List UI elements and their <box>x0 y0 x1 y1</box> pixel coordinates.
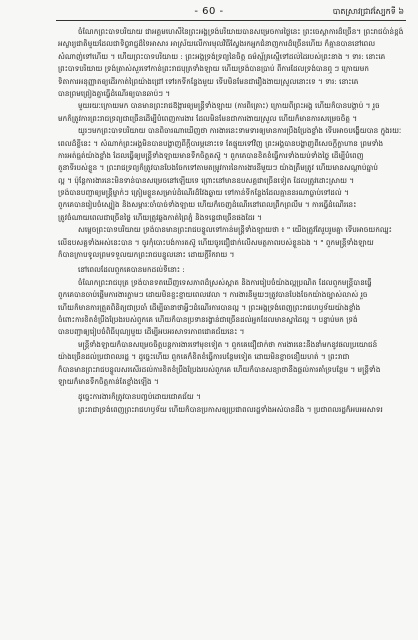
text-line: ព្រះបាទបរិយាយ ទ្រង់ត្រាស់សួរទៅកាន់ព្រះរាជបុត្រទាំងឡាយ ហើយទ្រង់បានប្រាប់ ពីការដែលទ្រង់បានឮ ៗ ក្រោយមក <box>58 64 369 74</box>
text-line: ពួកគេបានចាប់ផ្ដើមការងារភ្លាមៗ ដោយមិនខ្ជះខ្ជាយពេលវេលា ។ ការងារនីមួយៗត្រូវបានបែងចែកយ៉ាងច្បាស់លាស់ រួច <box>58 290 368 300</box>
text-line: យ៉ាងច្រើនដល់ប្រជាពលរដ្ឋ ។ ដូច្នេះហើយ ពួកគេក៏ខិតខំធ្វើការបន្ថែមទៀត ដោយមិនខ្លាចនឿយហត់ ។ ព្រះរាជា <box>58 352 350 362</box>
text-line: អស្ចារ្យជាតិមួយដែលជាទិព្វរាជ្ជដ៏ទៃអាសារ អាស្រ័យលើការមុលវិធីស្វែងរកអ្នកជំនាញការដ៏ច្រើនហើយ ក៏គ្មានបាននៅពេល <box>58 39 376 49</box>
text-line: បានបញ្ជាឲ្យរៀបចំពិធីបុណ្យមួយ ដើម្បីអបអរសាទរភាពជោគជ័យនេះ ។ <box>58 327 245 337</box>
text-line: ព្រះរាជាទ្រង់ពេញព្រះរាជហឫទ័យ ហើយក៏បានប្រកាសឲ្យប្រជាពលរដ្ឋទាំងអស់បានដឹង ។ ប្រជាពលរដ្ឋក៏អបអរសាទរ <box>78 404 383 414</box>
text-line: ដូច្នេះការងារក៏ត្រូវបានបញ្ចប់ដោយជោគជ័យ ។ <box>78 392 201 402</box>
document-body <box>58 26 406 634</box>
text-line: ចំណែកព្រះបាទបរិយាយ ជាអគ្គមហេសីនៃព្រះអង្គទ្រង់បរិយាយបានសម្រេចការថ្ងៃនេះ ព្រះចេស្ដាការដ៏ច្រើន។ ព្រះរាជប៉ាន់ខ្ពង់ <box>78 27 404 36</box>
header-rule <box>56 20 406 21</box>
text-line: ល្អ ។ ប៉ុន្តែការងារនេះមិនទាន់បានសម្រេចនៅឡើយទេ ព្រោះនៅមានឧបសគ្គជាច្រើនទៀត ដែលត្រូវដោះស្រាយ ។ <box>58 175 355 185</box>
text-line: សម្ដេចព្រះបាទបរិយាយ ទ្រង់បានមានព្រះរាជបន្ទូលទៅកាន់មន្ត្រីទាំងឡាយថា ៖ " យើងត្រូវតែរួបរួមគ្នា ទើបអាចយកឈ្នះ <box>78 225 392 235</box>
text-line: ចំពោះការខិតខំប្រឹងប្រែងរបស់ពួកគេ ហើយក៏បានប្រទានរង្វាន់ជាច្រើនដល់អ្នកដែលមានស្នាដៃល្អ ។ បន្ទាប់មក ទ្រង់ <box>58 314 358 324</box>
text-line: ក៏បានក្រាបទូលព្រមទទួលយកព្រះរាជបន្ទូលនោះ ដោយក្ដីរីករាយ ។ <box>58 250 235 260</box>
text-line: តួនាទីរបស់ខ្លួន ។ ព្រះរាជទ្រព្យក៏ត្រូវបានបែងចែកទៅតាមតម្រូវការនៃការងារនីមួយៗ យ៉ាងត្រឹមត្រូវ ហើយមានសណ្ដាប់ធ្នាប់ <box>58 163 378 173</box>
running-title: បាតស្រាវជ្រាវស្បែកទី ៦ <box>332 7 404 16</box>
text-line: យូរៗមកព្រះបាទបរិយាយ បានពិចារណាឃើញថា ការងារនេះទាមទារឲ្យមានការប្រឹងប្រែងខ្លាំង ទើបអាចបង្ហើយបាន ក្នុងរយៈ <box>78 126 402 136</box>
text-line: សំណាញ់ទៅហើយ ។ ហើយព្រះបាទបរិយាយ : ព្រះអង្គទ្រង់ទ្រព្យនៃចិត្ត ធម៌ស្ម័គ្រស្មើទៅដល់ដៃរបស់ព្រះនាង ។ ទារ: នោះគេ <box>58 51 386 61</box>
text-line: ក៏បានមានព្រះរាជបន្ទូលសរសើរដល់ការខិតខំប្រឹងប្រែងរបស់ពួកគេ ហើយក៏បានសន្យាថានឹងផ្ដល់ការគាំទ្របន្ថែម ។ មន្ត្រីទាំង <box>58 364 381 374</box>
text-line: ទិតាការអនុញ្ញាតឲ្យដើរកាត់ព្រៃយ៉ាងជ្រៅ ទៅរកទីកន្លែងមួយ ទើបមិនមែនជារឿងងាយស្រួលនោះទេ ។ ទារ: នោះគេ <box>58 76 359 86</box>
text-line: មួយរយៈក្រោយមក បានមានព្រះរាជឱង្ការឲ្យមន្ត្រីទាំងឡាយ (ការពិគ្រោះ) ក្រោយពីព្រះអង្គ ហើយក៏បានបង្គាប់ ។ រួច <box>78 101 380 111</box>
text-line: នៅពេលដែលពួកគេបានមកដល់ទីនោះ : <box>78 265 185 275</box>
text-line: លើឧបសគ្គទាំងអស់នេះបាន ។ ចូរកុំបោះបង់ការតស៊ូ ហើយចូរជឿជាក់លើសមត្ថភាពរបស់ខ្លួនឯង ។ " ពួកមន្ត្រីទាំងឡាយ <box>58 237 374 247</box>
text-line: ហើយក៏មានការត្រួតពិនិត្យជាប្រចាំ ដើម្បីធានាថាអ្វីៗដំណើរការបានល្អ ។ ព្រះអង្គទ្រង់ពេញព្រះរាជហឫទ័យយ៉ាងខ្លាំង <box>58 302 361 312</box>
text-line: ពួកគេបានរៀបចំស្បៀង និងសម្ភារៈចាំបាច់ទាំងឡាយ ហើយក៏ចេញដំណើរនៅពេលព្រឹកព្រលឹម ។ ការធ្វើដំណើរនេះ <box>58 200 357 210</box>
text-line: ឡាយក៏មានទឹកចិត្តកាន់តែខ្លាំងឡើង ។ <box>58 376 159 386</box>
page-number: - 60 - <box>194 6 224 17</box>
text-line: មន្ត្រីទាំងឡាយក៏បានសម្រេចចិត្តបន្តការងារទៅមុខទៀត ។ ពួកគេជឿជាក់ថា ការងារនេះនឹងនាំមកនូវផលប្រយោជន៍ <box>78 339 378 349</box>
text-line: ការអត់ធ្មត់យ៉ាងខ្លាំង ដែលធ្វើឲ្យមន្ត្រីទាំងឡាយមានទឹកចិត្តតស៊ូ ។ ពួកគេបានខិតខំធ្វើការទាំងយប់ទាំងថ្ងៃ ដើម្បីបំពេញ <box>58 150 364 160</box>
text-line: ពេលដ៏ខ្លីនេះ ។ សំណាក់ព្រះអង្គមិនបានបង្ហាញពីក្ដីបារម្ភនោះទេ តែផ្ទុយទៅវិញ ព្រះអង្គបានបង្ហាញពីសេចក្ដីក្លាហាន ព្រមទាំង <box>58 138 384 148</box>
text-line: ចំណែកព្រះរាជបុត្រ ទ្រង់បានទតឃើញទេសភាពដ៏ស្រស់ស្អាត និងការរៀបចំយ៉ាងល្អប្រណិត ដែលពួកមន្ត្រីបានធ្វើ <box>78 277 372 287</box>
text-line: មកក៏ត្រូវការព្រះរាជទ្រព្យជាច្រើនដើម្បីបំពេញការងារ ដែលមិនមែនជាការងាយស្រួល ហើយក៏មានការសម្រេចចិត្ត ។ <box>58 113 358 123</box>
text-line: ទ្រង់បានបញ្ជាឲ្យមន្ត្រីម្នាក់ៗ ត្រៀមខ្លួនសម្រាប់ដំណើរដ៏វែងឆ្ងាយ ទៅកាន់ទីកន្លែងដែលគ្មាននរណាធ្លាប់ទៅដល់ ។ <box>58 188 349 198</box>
text-line: ត្រូវចំណាយពេលជាច្រើនថ្ងៃ ហើយត្រូវឆ្លងកាត់ព្រៃភ្នំ និងទន្លេជាច្រើនផងដែរ ។ <box>58 212 262 222</box>
text-line: បានព្រមព្រៀងគ្នាធ្វើដំណើរឲ្យបានឆាប់ៗ ។ <box>58 88 171 98</box>
